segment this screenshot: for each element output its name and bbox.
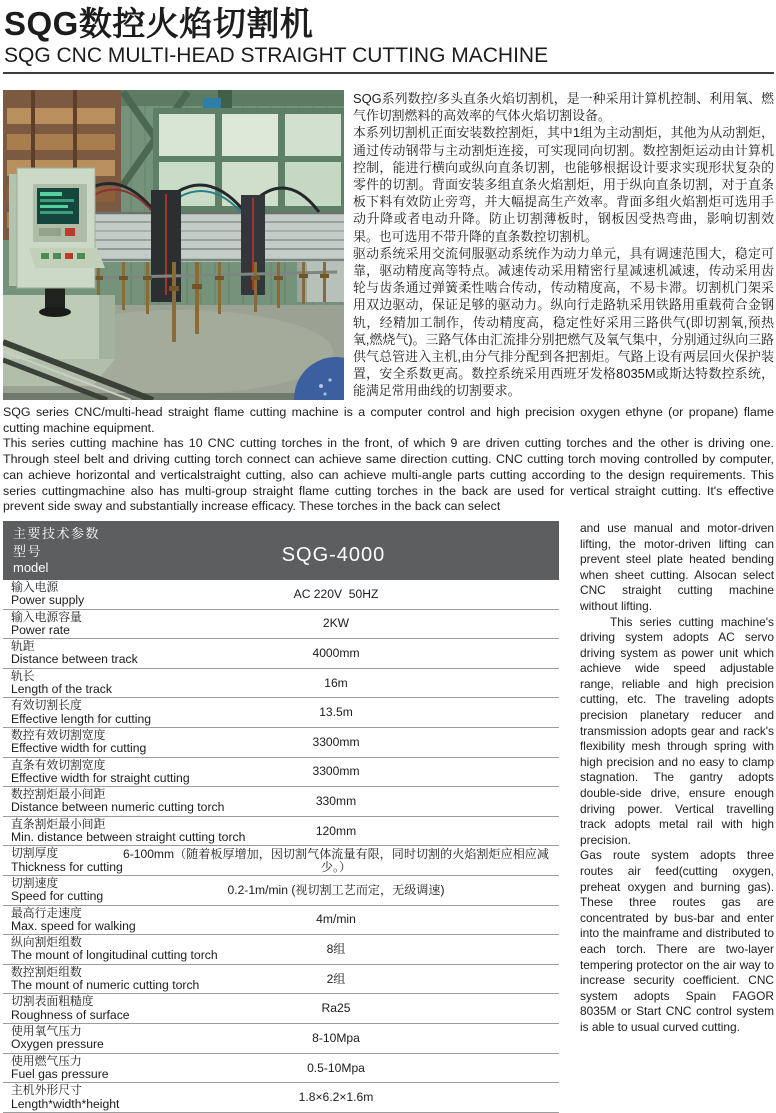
spec-label-zh: 输入电源容量 (11, 609, 82, 624)
spec-label-zh: 直条有效切割宽度 (11, 757, 106, 772)
spec-label-en: Max. speed for walking (11, 918, 136, 933)
spec-row (3, 846, 559, 876)
spec-value: 13.5m (319, 705, 353, 720)
spec-row (3, 876, 559, 906)
spec-label-en: Distance between numeric cutting torch (11, 800, 225, 815)
spec-value: AC 220V 50HZ (293, 586, 379, 601)
spec-label-zh: 使用燃气压力 (11, 1053, 82, 1068)
right-column-paragraph: and use manual and motor-driven lifting, the motor-driven lifting can prevent steel plate heated bending when sheet cutting. Alsocan select CNC straight cutting machine without lifting. (580, 520, 774, 613)
catalog-page (0, 5, 776, 1113)
spec-value: 2KW (322, 616, 350, 631)
bottom-section (3, 521, 774, 1113)
intro-zh-paragraph: 本系列切割机正面安装数控割炬，其中1组为主动割炬，其他为从动割炬，通过传动钢带与主动割炬连接，可实现同向切割。数控割炬运动由计算机控制，能进行横向或纵向直条切割，也能够根据设计要求实现形状复杂的零件的切割。背面安装多组直条火焰割炬，用于纵向直条切割，对于直条板下料有效防止旁弯，并大幅提高生产效率。背面多组火焰割炬可选用手动升降或者电动升降。防止切割薄板时，钢板因受热弯曲，影响切割效果。也可选用不带升降的直条数控切割机。 (353, 125, 774, 244)
spec-label-en: The mount of numeric cutting torch (11, 978, 200, 993)
spec-label-en: Thickness for cutting (11, 859, 123, 874)
spec-value: 3300mm (312, 764, 360, 779)
intro-en-paragraph: This series cutting machine has 10 CNC cutting torches in the front, of which 9 are driven cutting torches and the other is driving one. Through steel belt and driving cutting torch connect can achieve same direction cutting. CNC cutting torch moving controlled by computer, can achieve horizontal and verticalstraight cutting, also can achieve multi-angle parts cutting according to the design requirements. This series cuttingmachine also has multi-group straight flame cutting torches in the back are used for vertical straight cutting. It's effective prevent side sway and substantially increase efficacy. These torches in the back can select (3, 436, 774, 514)
spec-label-zh: 纵向割炬组数 (11, 935, 82, 950)
spec-label-en: Speed for cutting (11, 889, 104, 904)
spec-value: 8组 (326, 942, 346, 957)
spec-label-zh: 切割厚度 (11, 846, 59, 861)
machine-photo (3, 90, 344, 400)
spec-label-zh: 数控有效切割宽度 (11, 728, 106, 742)
spec-row (3, 669, 559, 699)
spec-table-header (3, 521, 559, 580)
spec-row (3, 906, 559, 936)
spec-row (3, 758, 559, 788)
spec-row (3, 1083, 559, 1113)
spec-row (3, 580, 559, 610)
spec-label-zh: 数控割炬最小间距 (11, 787, 106, 802)
intro-en-paragraph: SQG series CNC/multi-head straight flame cutting machine is a computer control and high precision oxygen ethyne (or propane) flame cutting machine equipment. (3, 405, 774, 435)
spec-label-zh: 有效切割长度 (11, 698, 82, 713)
spec-label-zh: 输入电源 (11, 579, 59, 594)
workshop-photo-illustration (3, 90, 344, 400)
spec-label-en: Length of the track (11, 681, 112, 696)
spec-row (3, 787, 559, 817)
intro-chinese (353, 90, 774, 400)
spec-value: 120mm (315, 823, 357, 838)
spec-value: 3300mm (312, 734, 360, 749)
model-label-zh: 型号 (13, 543, 43, 559)
spec-value: 8-10Mpa (312, 1030, 360, 1045)
spec-label-zh: 直条割炬最小间距 (11, 816, 106, 831)
spec-value: 2组 (326, 971, 346, 986)
spec-label-en: Power rate (11, 622, 70, 637)
english-description-column (559, 521, 774, 1113)
spec-row (3, 639, 559, 669)
spec-value: 0.5-10Mpa (307, 1060, 365, 1075)
spec-label-zh: 使用氧气压力 (11, 1024, 82, 1039)
intro-zh-paragraph: 驱动系统采用交流伺服驱动系统作为动力单元，具有调速范围大，稳定可靠，驱动精度高等特点。减速传动采用精密行星减速机减速，传动采用齿轮与齿条通过弹簧柔性啮合传动，传动精度高，不易卡滞。切割机门架采用双边驱动，保证足够的驱动力。纵向行走路轨采用铁路用重载荷合金钢轨，经精加工制作，传动精度高，稳定性好采用三路供气(即切割氧,预热氧,燃烧气)。三路气体由汇流排分别把燃气及氧气集中，分别通过纵向三路供气总管进入主机,由分气排分配到各把割炬。气路上设有两层回火保护装置，安全系数更高。数控系统采用西班牙发格8035M或斯达特数控系统，能满足常用曲线的切割要求。 (353, 245, 774, 399)
spec-row (3, 1054, 559, 1084)
spec-label-en: Oxygen pressure (11, 1037, 104, 1052)
spec-table (3, 521, 559, 1113)
spec-value: 4m/min (316, 912, 356, 927)
spec-value: 4000mm (312, 645, 360, 660)
spec-value: 1.8×6.2×1.6m (298, 1090, 374, 1105)
spec-label-en: The mount of longitudinal cutting torch (11, 948, 218, 963)
page-header (3, 5, 774, 74)
spec-row (3, 817, 559, 847)
header-divider (3, 72, 774, 74)
spec-table-body (3, 580, 559, 1113)
right-column-paragraph: Gas route system adopts three routes air feed(cutting oxygen, preheat oxygen and burning gas). These three routes gas are concentrated by bus-bar and enter into the mainframe and distributed to each torch. There are two-layer tempering protector on the air way to increase security coefficient. CNC system adopts Spain FAGOR 8035M or Start CNC control system is able to usual curved cutting. (580, 848, 774, 1034)
spec-label-zh: 切割速度 (11, 876, 59, 891)
spec-label-en: Fuel gas pressure (11, 1066, 109, 1081)
page-title-en: SQG CNC MULTI-HEAD STRAIGHT CUTTING MACHINE (4, 43, 549, 67)
spec-row (3, 698, 559, 728)
spec-label-en: Min. distance between straight cutting torch (11, 830, 246, 845)
spec-row (3, 965, 559, 995)
intro-english (3, 405, 774, 515)
spec-row (3, 935, 559, 965)
spec-label-zh: 轨长 (11, 668, 35, 683)
spec-label-en: Length*width*height (11, 1096, 120, 1111)
spec-label-zh: 主机外形尺寸 (11, 1083, 82, 1098)
spec-value: 6-100mm（随着板厚增加，因切割气体流量有限，同时切割的火焰割炬应相应减少。） (123, 846, 549, 874)
spec-header-title: 主要技术参数 (13, 525, 101, 541)
spec-label-zh: 数控割炬组数 (11, 964, 82, 979)
spec-value: Ra25 (321, 1001, 351, 1016)
spec-label-zh: 轨距 (11, 639, 35, 654)
spec-label-en: Roughness of surface (11, 1007, 130, 1022)
model-label-en: model (13, 559, 49, 575)
spec-label-en: Power supply (11, 593, 85, 608)
intro-zh-paragraph: SQG系列数控/多头直条火焰切割机，是一种采用计算机控制、利用氧、燃气作切割燃料的高效率的气体火焰切割设备。 (353, 91, 774, 124)
spec-value: 16m (324, 675, 348, 690)
spec-label-zh: 最高行走速度 (11, 905, 82, 920)
spec-label-zh: 切割表面粗糙度 (11, 994, 94, 1009)
spec-label-en: Effective width for cutting (11, 741, 147, 756)
spec-label-en: Effective width for straight cutting (11, 770, 190, 785)
spec-value: 330mm (315, 794, 357, 809)
spec-row (3, 1024, 559, 1054)
spec-row (3, 994, 559, 1024)
right-column-paragraph: This series cutting machine's driving system adopts AC servo driving system as power unit which achieve wide speed adjustable range, reliable and high precision cutting, etc. The traveling adopts precision planetary reducer and transmission adopts gear and rack's flexibility mesh through spring with high precision and no easy to clamp stagnation. The gantry adopts double-side drive, ensure enough driving power. Vertical travelling track adopts metal rail with high precision. (580, 614, 774, 847)
model-value: SQG-4000 (281, 543, 386, 566)
spec-row (3, 610, 559, 640)
spec-row (3, 728, 559, 758)
spec-value: 0.2-1m/min (视切割工艺而定，无级调速) (227, 882, 445, 897)
spec-label-en: Distance between track (11, 652, 138, 667)
top-section (3, 90, 774, 400)
spec-label-en: Effective length for cutting (11, 711, 152, 726)
page-title-zh: SQG数控火焰切割机 (4, 5, 314, 42)
